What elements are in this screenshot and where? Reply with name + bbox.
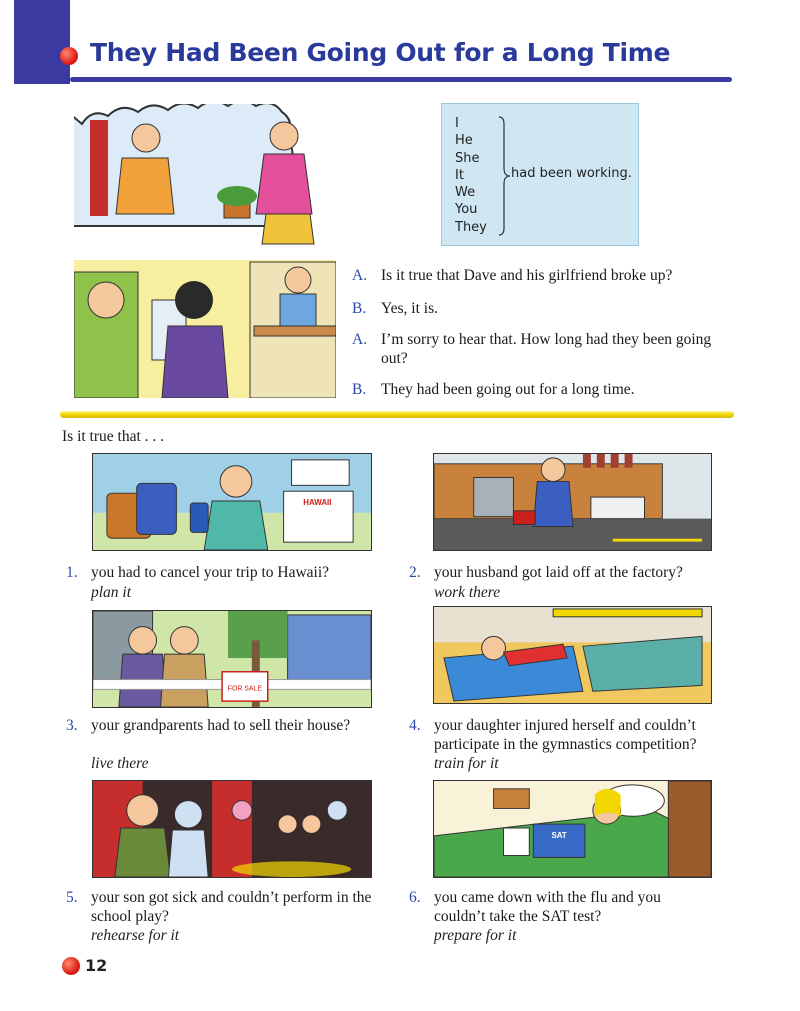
speaker-label: B.: [352, 381, 367, 398]
dialogue-text: Is it true that Dave and his girlfriend broke up?: [381, 267, 673, 284]
item-cue: rehearse for it: [91, 927, 180, 944]
item-number: 2.: [409, 564, 421, 581]
pronoun: It: [455, 167, 464, 183]
page-title: They Had Been Going Out for a Long Time: [90, 38, 671, 67]
speaker-label: B.: [352, 300, 367, 317]
item-cue: train for it: [434, 755, 499, 772]
item-cue: plan it: [91, 584, 132, 601]
exercise-picture-6: [433, 780, 712, 878]
header-color-tab: [14, 0, 70, 84]
pronoun: He: [455, 133, 473, 149]
pronoun: We: [455, 185, 476, 201]
exercise-picture-2: [433, 453, 712, 551]
item-question: you had to cancel your trip to Hawaii?: [91, 564, 330, 581]
grammar-box: [441, 103, 639, 246]
item-question: your daughter injured herself and couldn’t participate in the gymnastics competition?: [434, 717, 697, 753]
dialogue-text: Yes, it is.: [381, 300, 439, 317]
page-number: 12: [85, 956, 108, 975]
exercise-intro: Is it true that . . .: [62, 428, 165, 445]
item-question: your grandparents had to sell their house?: [91, 717, 351, 734]
exercise-picture-1: [92, 453, 372, 551]
pronoun-list: [455, 115, 487, 236]
item-number: 5.: [66, 889, 78, 906]
item-number: 3.: [66, 717, 78, 734]
verb-phrase: had been working.: [511, 166, 632, 181]
pronoun: They: [455, 219, 487, 235]
item-number: 1.: [66, 564, 78, 581]
for-sale-sign-label: FOR SALE: [227, 685, 263, 693]
speaker-label: A.: [352, 331, 368, 348]
pronoun: She: [455, 150, 480, 166]
title-bullet-icon: [60, 47, 78, 65]
sat-book-label: SAT: [551, 830, 567, 840]
item-question: your husband got laid off at the factory?: [434, 564, 683, 581]
item-cue: prepare for it: [434, 927, 517, 944]
item-question: your son got sick and couldn’t perform in the school play?: [91, 889, 372, 925]
item-cue: work there: [434, 584, 501, 601]
section-divider: [60, 411, 734, 418]
page-number-bullet-icon: [62, 957, 80, 975]
calendar-label: HAWAII: [303, 497, 332, 507]
item-cue: live there: [91, 755, 149, 772]
dialogue-text: They had been going out for a long time.: [381, 381, 635, 398]
item-number: 6.: [409, 889, 421, 906]
exercise-picture-3: [92, 610, 372, 708]
item-number: 4.: [409, 717, 421, 734]
exercise-picture-5: [92, 780, 372, 878]
item-question: you came down with the flu and you couldn’t take the SAT test?: [434, 889, 661, 925]
title-underline: [70, 77, 732, 82]
exercise-picture-4: [433, 606, 712, 704]
speaker-label: A.: [352, 267, 368, 284]
dialogue-text: I’m sorry to hear that. How long had they been going out?: [381, 331, 712, 367]
pronoun: I: [455, 116, 459, 131]
main-illustration: [74, 104, 336, 398]
pronoun: You: [455, 202, 478, 218]
